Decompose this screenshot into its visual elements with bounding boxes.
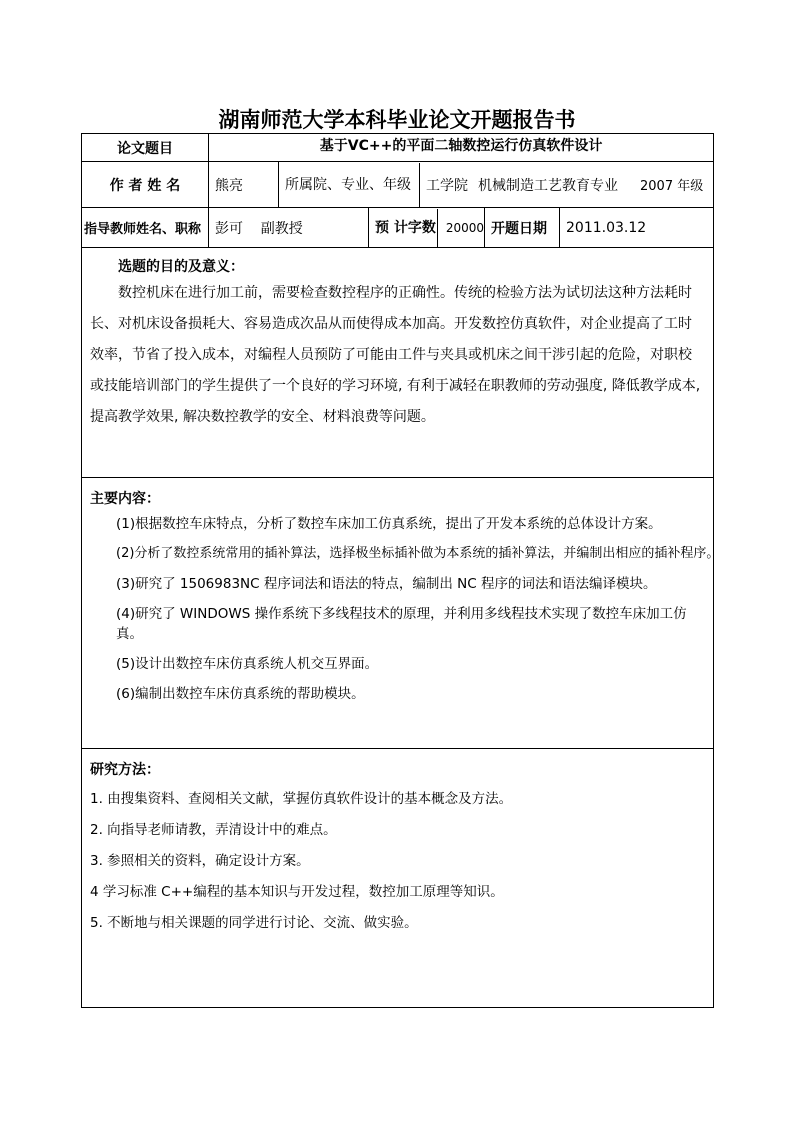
purpose-row: [82, 248, 714, 478]
content-section: [82, 478, 720, 749]
purpose-paragraph: 数控机床在进行加工前，需要检查数控程序的正确性。传统的检验方法为试切法这种方法耗时长、对机床设备损耗大、容易造成次品从而使得成本加高。开发数控仿真软件，对企业提高了工时效率，节省了投入成本，对编程人员预防了可能由工件与夹具或机床之间干涉引起的危险，对职校或技能培训部门的学生提供了一个良好的学习环境, 有利于减轻在职教师的劳动强度, 降低教学成本, 提高教学效果, 解决数控教学的安全、材料浪费等问题。: [90, 285, 701, 425]
content-item: (2)分析了数控系统常用的插补算法，选择极坐标插补做为本系统的插补算法，并编制出相应的插补程序。: [116, 546, 720, 561]
method-item: 2. 向指导老师请教，弄清设计中的难点。: [90, 822, 337, 838]
content-item: (4)研究了 WINDOWS 操作系统下多线程技术的原理，并利用多线程技术实现了数控车床加工仿真。: [116, 606, 687, 642]
title-row: [82, 134, 714, 162]
major-value: 机械制造工艺教育专业: [478, 177, 618, 194]
department-value: 工学院: [426, 177, 468, 194]
department-cell: [279, 162, 714, 208]
method-heading: 研究方法：: [90, 762, 160, 778]
word-count-cell: [369, 208, 485, 248]
advisor-row: [82, 208, 714, 248]
word-count-value: 20000: [445, 220, 484, 235]
method-item: 1. 由搜集资料、查阅相关文献，掌握仿真软件设计的基本概念及方法。: [90, 791, 513, 807]
author-name-label: 作 者 姓 名: [82, 162, 209, 208]
purpose-section: [82, 248, 714, 478]
department-label: 所属院、专业、年级: [279, 163, 420, 207]
method-item: 4 学习标准 C++编程的基本知识与开发过程，数控加工原理等知识。: [90, 884, 504, 900]
word-count-label: 预 计字数: [369, 209, 438, 247]
content-item: (5)设计出数控车床仿真系统人机交互界面。: [116, 656, 379, 672]
proposal-date-label: 开题日期: [485, 208, 560, 248]
author-name-value: 熊亮: [209, 162, 279, 208]
method-item: 3. 参照相关的资料，确定设计方案。: [90, 853, 310, 869]
content-heading: 主要内容：: [90, 491, 160, 507]
method-item: 5. 不断地与相关课题的同学进行讨论、交流、做实验。: [90, 915, 418, 931]
method-row: [82, 749, 714, 1008]
content-item: (6)编制出数控车床仿真系统的帮助模块。: [116, 686, 365, 702]
content-item: (1)根据数控车床特点，分析了数控车床加工仿真系统，提出了开发本系统的总体设计方案。: [116, 516, 662, 532]
purpose-heading: 选题的目的及意义：: [118, 259, 244, 275]
document-title: 湖南师范大学本科毕业论文开题报告书: [218, 108, 576, 132]
content-row: [82, 478, 714, 749]
thesis-title-label: 论文题目: [82, 134, 209, 162]
grade-value: 2007 年级: [640, 179, 704, 194]
advisor-value: 彭可 副教授: [209, 208, 369, 248]
proposal-form-table: [81, 133, 720, 1008]
proposal-date-value: 2011.03.12: [560, 208, 714, 248]
thesis-title-value: 基于VC++的平面二轴数控运行仿真软件设计: [209, 134, 714, 162]
method-section: [82, 749, 714, 1008]
advisor-label: 指导教师姓名、职称: [82, 208, 209, 248]
author-row: [82, 162, 714, 208]
content-item: (3)研究了 1506983NC 程序词法和语法的特点，编制出 NC 程序的词法和语法编译模块。: [116, 576, 657, 592]
